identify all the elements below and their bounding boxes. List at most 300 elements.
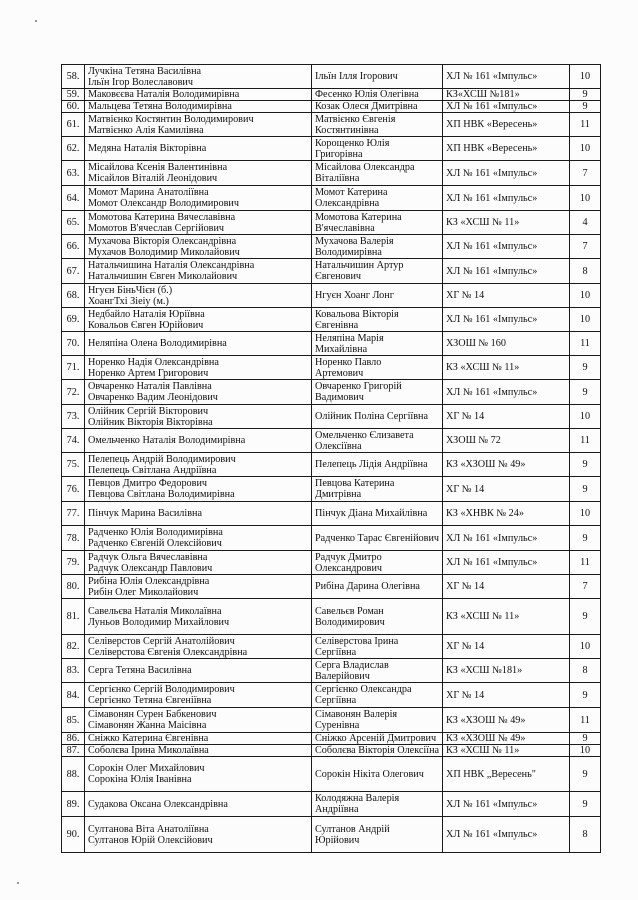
school-cell: ХЛ № 161 «Імпульс» [443,101,570,113]
student-cell [312,502,443,526]
parent-name: Султанова Віта Анатоліївна [88,823,209,835]
grade-cell: 11 [570,551,601,575]
parents-cell [85,284,312,308]
student-name-line: Віталіївна [315,173,360,184]
parents-cell [85,635,312,659]
grade-cell: 9 [570,526,601,551]
school-cell: ХЛ № 161 «Імпульс» [443,792,570,817]
student-cell [312,284,443,308]
table-row [62,405,601,429]
school-cell: ХЛ № 161 «Імпульс» [443,308,570,332]
parent-name: Сорокіна Юлія Іванівна [88,774,192,785]
school-cell: ХП НВК „Вересень" [443,757,570,792]
table-row [62,89,601,101]
row-number: 80. [62,575,85,599]
row-number: 90. [62,817,85,853]
student-cell [312,551,443,575]
roster-body [62,65,601,853]
parent-name: Норенко Артем Григорович [88,367,209,379]
grade-cell: 9 [570,733,601,745]
student-name-line: Матвієнко Євгенія [315,113,396,125]
school-cell: ХЛ № 161 «Імпульс» [443,186,570,211]
parents-cell [85,137,312,161]
parent-name: Натальчишин Євген Миколайович [88,271,238,282]
school-cell: КЗ «ХНВК № 24» [443,502,570,526]
student-name-line: Місайлова Олександра [315,162,415,173]
grade-cell: 7 [570,575,601,599]
row-number: 61. [62,113,85,137]
student-cell [312,65,443,89]
school-cell: КЗ «ХСШ № 11» [443,599,570,635]
student-name-line: Радченко Тарас Євгенійович [315,532,440,544]
table-row [62,380,601,405]
grade-cell: 10 [570,284,601,308]
grade-cell: 9 [570,599,601,635]
parents-cell [85,792,312,817]
table-row [62,113,601,137]
student-cell [312,332,443,356]
row-number: 68. [62,284,85,308]
student-name-line: Радчук Дмитро [315,551,382,563]
table-row [62,356,601,380]
row-number: 59. [62,89,85,101]
parent-name: Пелепець Андрій Володимирович [88,453,236,465]
student-name-line: Артемович [315,367,364,379]
row-number: 79. [62,551,85,575]
grade-cell: 11 [570,429,601,453]
table-row [62,551,601,575]
row-number: 62. [62,137,85,161]
student-name-line: Євгенівна [315,319,359,331]
parent-name: Пелепець Світлана Андріївна [88,464,217,476]
student-cell [312,659,443,683]
table-row [62,186,601,211]
school-cell: ХЗОШ № 160 [443,332,570,356]
parent-name: Маковєєва Наталія Володимирівна [88,89,240,100]
parents-cell [85,308,312,332]
student-cell [312,356,443,380]
row-number: 88. [62,757,85,792]
student-cell [312,453,443,477]
parent-name: Матвієнко Костянтин Володимирович [88,113,254,125]
row-number: 84. [62,683,85,708]
student-name-line: Сімавонян Валерія [315,709,398,720]
parents-cell [85,733,312,745]
parent-name: Сімавонян Сурен Бабкенович [88,709,217,720]
parent-name: Момотов В'ячеслав Сергійович [88,222,225,234]
parents-cell [85,708,312,733]
parent-name: Мальцева Тетяна Володимирівна [88,101,232,112]
parent-name: Сімавонян Жанна Маісівна [88,720,207,731]
student-cell [312,477,443,502]
school-cell: ХГ № 14 [443,284,570,308]
school-cell: КЗ «ХСШ №181» [443,659,570,683]
parents-cell [85,502,312,526]
parents-cell [85,757,312,792]
parents-cell [85,659,312,683]
student-name-line: Олександрович [315,562,383,574]
student-name-line: Овчаренко Григорій [315,381,402,392]
parent-name: Мухачова Вікторія Олександрівна [88,235,237,247]
student-name-line: Корощенко Юлія [315,137,390,149]
row-number: 67. [62,259,85,284]
student-name-line: Пінчук Діана Михайлівна [315,508,428,519]
student-cell [312,405,443,429]
student-cell [312,380,443,405]
school-cell: ХЗОШ № 72 [443,429,570,453]
student-name-line: Омельченко Єлизавета [315,429,414,441]
student-cell [312,101,443,113]
student-cell [312,733,443,745]
grade-cell: 7 [570,235,601,259]
student-name-line: В'ячеславівна [315,222,375,234]
student-name-line: Натальчишин Артур [315,260,404,271]
student-cell [312,683,443,708]
table-row [62,792,601,817]
row-number: 83. [62,659,85,683]
parent-name: Овчаренко Наталія Павлівна [88,381,212,392]
student-cell [312,817,443,853]
table-row [62,659,601,683]
parent-name: Матвієнко Алія Камилівна [88,124,204,136]
row-number: 86. [62,733,85,745]
parent-name: Радчук Ольга Вячеславівна [88,551,208,563]
parents-cell [85,477,312,502]
grade-cell: 11 [570,113,601,137]
parents-cell [85,332,312,356]
table-row [62,757,601,792]
parent-name: Сніжко Катерина Євгенівна [88,733,209,744]
student-cell [312,745,443,757]
student-name-line: Пелепець Лідія Андріївна [315,459,428,470]
student-cell [312,757,443,792]
parent-name: Пінчук Марина Василівна [88,508,202,519]
student-name-line: Сергіївна [315,695,357,706]
parents-cell [85,575,312,599]
student-cell [312,259,443,284]
school-cell: КЗ «ХЗОШ № 49» [443,733,570,745]
grade-cell: 10 [570,502,601,526]
table-row [62,477,601,502]
student-name-line: Момотова Катерина [315,211,402,223]
parent-name: Місайлова Ксенія Валентинівна [88,162,228,173]
grade-cell: 10 [570,186,601,211]
parent-name: Момот Олександр Володимирович [88,198,239,209]
school-cell: ХГ № 14 [443,635,570,659]
grade-cell: 9 [570,477,601,502]
grade-cell: 10 [570,65,601,89]
parent-name: Луньов Володимир Михайлович [88,616,230,628]
school-cell: КЗ «ХЗОШ № 49» [443,453,570,477]
student-name-line: Мухачова Валерія [315,235,394,247]
student-name-line: Олександрівна [315,198,380,209]
table-row [62,575,601,599]
grade-cell: 8 [570,259,601,284]
table-row [62,259,601,284]
table-row [62,137,601,161]
school-cell: ХЛ № 161 «Імпульс» [443,235,570,259]
school-cell: ХЛ № 161 «Імпульс» [443,65,570,89]
grade-cell: 8 [570,817,601,853]
table-row [62,526,601,551]
grade-cell: 9 [570,683,601,708]
row-number: 58. [62,65,85,89]
student-name-line: Євгенович [315,271,362,282]
student-name-line: Валерійович [315,670,370,682]
parent-name: Соболєва Ірина Миколаївна [88,745,209,756]
student-name-line: Козак Олеся Дмитрівна [315,101,418,112]
parent-name: ХоангТхі Зіеіу (м.) [88,295,169,307]
student-name-line: Суренівна [315,720,360,731]
table-row [62,308,601,332]
parents-cell [85,526,312,551]
row-number: 78. [62,526,85,551]
table-row [62,161,601,186]
row-number: 89. [62,792,85,817]
grade-cell: 4 [570,211,601,235]
student-name-line: Ільїн Ілля Ігорович [315,71,398,82]
student-name-line: Ковальова Вікторія [315,308,399,320]
parents-cell [85,356,312,380]
parent-name: Радченко Юлія Володимирівна [88,527,223,538]
student-name-line: Олійник Поліна Сергіївна [315,411,429,422]
student-name-line: Неляпіна Марія [315,332,384,344]
parents-cell [85,551,312,575]
parents-cell [85,405,312,429]
parent-name: Недбайло Наталія Юріївна [88,308,205,320]
parent-name: Місайлов Віталій Леонідович [88,173,218,184]
parent-name: Мухачов Володимир Миколайович [88,246,240,258]
school-cell: ХГ № 14 [443,683,570,708]
student-cell [312,211,443,235]
parent-name: Момотова Катерина Вячеславівна [88,211,236,223]
table-row [62,429,601,453]
parents-cell [85,380,312,405]
parent-name: Сергієнко Тетяна Євгеніївна [88,695,212,706]
table-row [62,453,601,477]
row-number: 71. [62,356,85,380]
school-cell: КЗ «ХЗОШ № 49» [443,708,570,733]
grade-cell: 9 [570,356,601,380]
row-number: 66. [62,235,85,259]
student-name-line: Султанов Андрій [315,823,390,835]
student-name-line: Михайлівна [315,343,368,355]
parent-name: Лучкіна Тетяна Василівна [88,65,202,77]
row-number: 63. [62,161,85,186]
row-number: 77. [62,502,85,526]
parent-name: Певцова Світлана Володимирівна [88,489,235,500]
student-name-line: Фесенко Юлія Олегівна [315,89,419,100]
student-cell [312,526,443,551]
school-cell: КЗ «ХСШ № 11» [443,745,570,757]
parents-cell [85,235,312,259]
scan-speck [17,882,19,884]
table-row [62,817,601,853]
parent-name: Савельєва Наталія Миколаївна [88,605,222,617]
parent-name: Султанов Юрій Олексійович [88,834,213,846]
row-number: 82. [62,635,85,659]
grade-cell: 7 [570,161,601,186]
grade-cell: 10 [570,745,601,757]
parent-name: Нгуєн БіньЧієн (б.) [88,284,173,296]
roster-table [61,64,601,853]
grade-cell: 9 [570,89,601,101]
grade-cell: 10 [570,137,601,161]
table-row [62,65,601,89]
parent-name: Рибіна Юлія Олександрівна [88,575,210,587]
parents-cell [85,817,312,853]
student-cell [312,792,443,817]
parents-cell [85,101,312,113]
grade-cell: 11 [570,332,601,356]
student-name-line: Вадимович [315,392,364,403]
student-name-line: Селіверстова Ірина [315,635,399,647]
student-name-line: Соболєва Вікторія Олексіїна [315,745,440,756]
school-cell: ХЛ № 161 «Імпульс» [443,817,570,853]
student-name-line: Норенко Павло [315,356,382,368]
school-cell: ХЛ № 161 «Імпульс» [443,526,570,551]
student-cell [312,599,443,635]
table-row [62,101,601,113]
student-cell [312,635,443,659]
row-number: 65. [62,211,85,235]
student-name-line: Певцова Катерина [315,478,395,489]
parent-name: Сорокін Олег Михайлович [88,763,205,774]
row-number: 76. [62,477,85,502]
student-name-line: Сергієнко Олександра [315,684,412,695]
parent-name: Селіверстова Євгенія Олександрівна [88,646,248,658]
student-name-line: Колодяжна Валерія [315,793,400,804]
grade-cell: 9 [570,757,601,792]
student-name-line: Володимирович [315,616,385,628]
school-cell: КЗ «ХСШ № 11» [443,211,570,235]
table-row [62,708,601,733]
table-row [62,683,601,708]
parent-name: Серга Тетяна Василівна [88,665,192,676]
parent-name: Рибін Олег Миколайович [88,586,199,598]
parents-cell [85,186,312,211]
parents-cell [85,113,312,137]
student-name-line: Андріївна [315,804,359,815]
table-row [62,733,601,745]
parent-name: Селіверстов Сергій Анатолійович [88,635,235,647]
parent-name: Радченко Євгеній Олексійович [88,538,222,549]
school-cell: ХЛ № 161 «Імпульс» [443,380,570,405]
row-number: 72. [62,380,85,405]
student-cell [312,137,443,161]
parent-name: Неляпіна Олена Володимирівна [88,338,227,349]
parents-cell [85,429,312,453]
parents-cell [85,453,312,477]
school-cell: ХП НВК «Вересень» [443,137,570,161]
row-number: 70. [62,332,85,356]
grade-cell: 10 [570,635,601,659]
row-number: 73. [62,405,85,429]
student-cell [312,235,443,259]
parents-cell [85,161,312,186]
parent-name: Певцов Дмитро Федорович [88,478,208,489]
row-number: 81. [62,599,85,635]
parent-name: Момот Марина Анатоліївна [88,187,209,198]
grade-cell: 8 [570,659,601,683]
parent-name: Натальчишина Наталія Олександрівна [88,260,255,271]
grade-cell: 9 [570,792,601,817]
student-name-line: Серга Владислав [315,659,389,671]
student-name-line: Сніжко Арсеній Дмитрович [315,733,437,744]
parent-name: Норенко Надія Олександрівна [88,356,219,368]
row-number: 60. [62,101,85,113]
parent-name: Ільїн Ігор Волеславович [88,76,193,88]
parent-name: Олійник Сергій Вікторович [88,405,209,417]
table-row [62,599,601,635]
table-row [62,235,601,259]
student-name-line: Рибіна Дарина Олегівна [315,581,420,592]
parent-name: Овчаренко Вадим Леонідович [88,392,218,403]
parents-cell [85,259,312,284]
student-name-line: Юрійович [315,834,360,846]
student-name-line: Сорокін Нікіта Олегович [315,768,424,780]
row-number: 69. [62,308,85,332]
student-cell [312,186,443,211]
school-cell: ХГ № 14 [443,477,570,502]
school-cell: ХЛ № 161 «Імпульс» [443,161,570,186]
row-number: 74. [62,429,85,453]
grade-cell: 11 [570,708,601,733]
parent-name: Радчук Олександр Павлович [88,562,213,574]
school-cell: КЗ«ХСШ №181» [443,89,570,101]
table-row [62,284,601,308]
student-cell [312,308,443,332]
school-cell: ХП НВК «Вересень» [443,113,570,137]
grade-cell: 9 [570,453,601,477]
student-name-line: Савельєв Роман [315,605,384,617]
table-row [62,745,601,757]
parent-name: Судакова Оксана Олександрівна [88,798,228,810]
student-cell [312,708,443,733]
parent-name: Олійник Вікторія Вікторівна [88,416,213,428]
student-cell [312,161,443,186]
grade-cell: 9 [570,380,601,405]
student-name-line: Момот Катерина [315,187,388,198]
student-cell [312,113,443,137]
parents-cell [85,683,312,708]
row-number: 75. [62,453,85,477]
student-name-line: Сергіївна [315,646,357,658]
student-name-line: Володимирівна [315,246,382,258]
table-row [62,502,601,526]
student-name-line: Нгуєн Хоанг Лонг [315,290,394,301]
grade-cell: 9 [570,101,601,113]
table-row [62,332,601,356]
grade-cell: 10 [570,405,601,429]
school-cell: ХЛ № 161 «Імпульс» [443,259,570,284]
student-name-line: Дмитрівна [315,489,362,500]
parents-cell [85,89,312,101]
parents-cell [85,65,312,89]
student-cell [312,575,443,599]
student-name-line: Григорівна [315,148,363,160]
row-number: 64. [62,186,85,211]
parents-cell [85,599,312,635]
parent-name: Сергієнко Сергій Володимирович [88,684,235,695]
table-row [62,211,601,235]
school-cell: КЗ «ХСШ № 11» [443,356,570,380]
student-cell [312,89,443,101]
student-cell [312,429,443,453]
parent-name: Омельченко Наталія Володимирівна [88,435,246,446]
student-name-line: Костянтинівна [315,124,379,136]
parents-cell [85,211,312,235]
